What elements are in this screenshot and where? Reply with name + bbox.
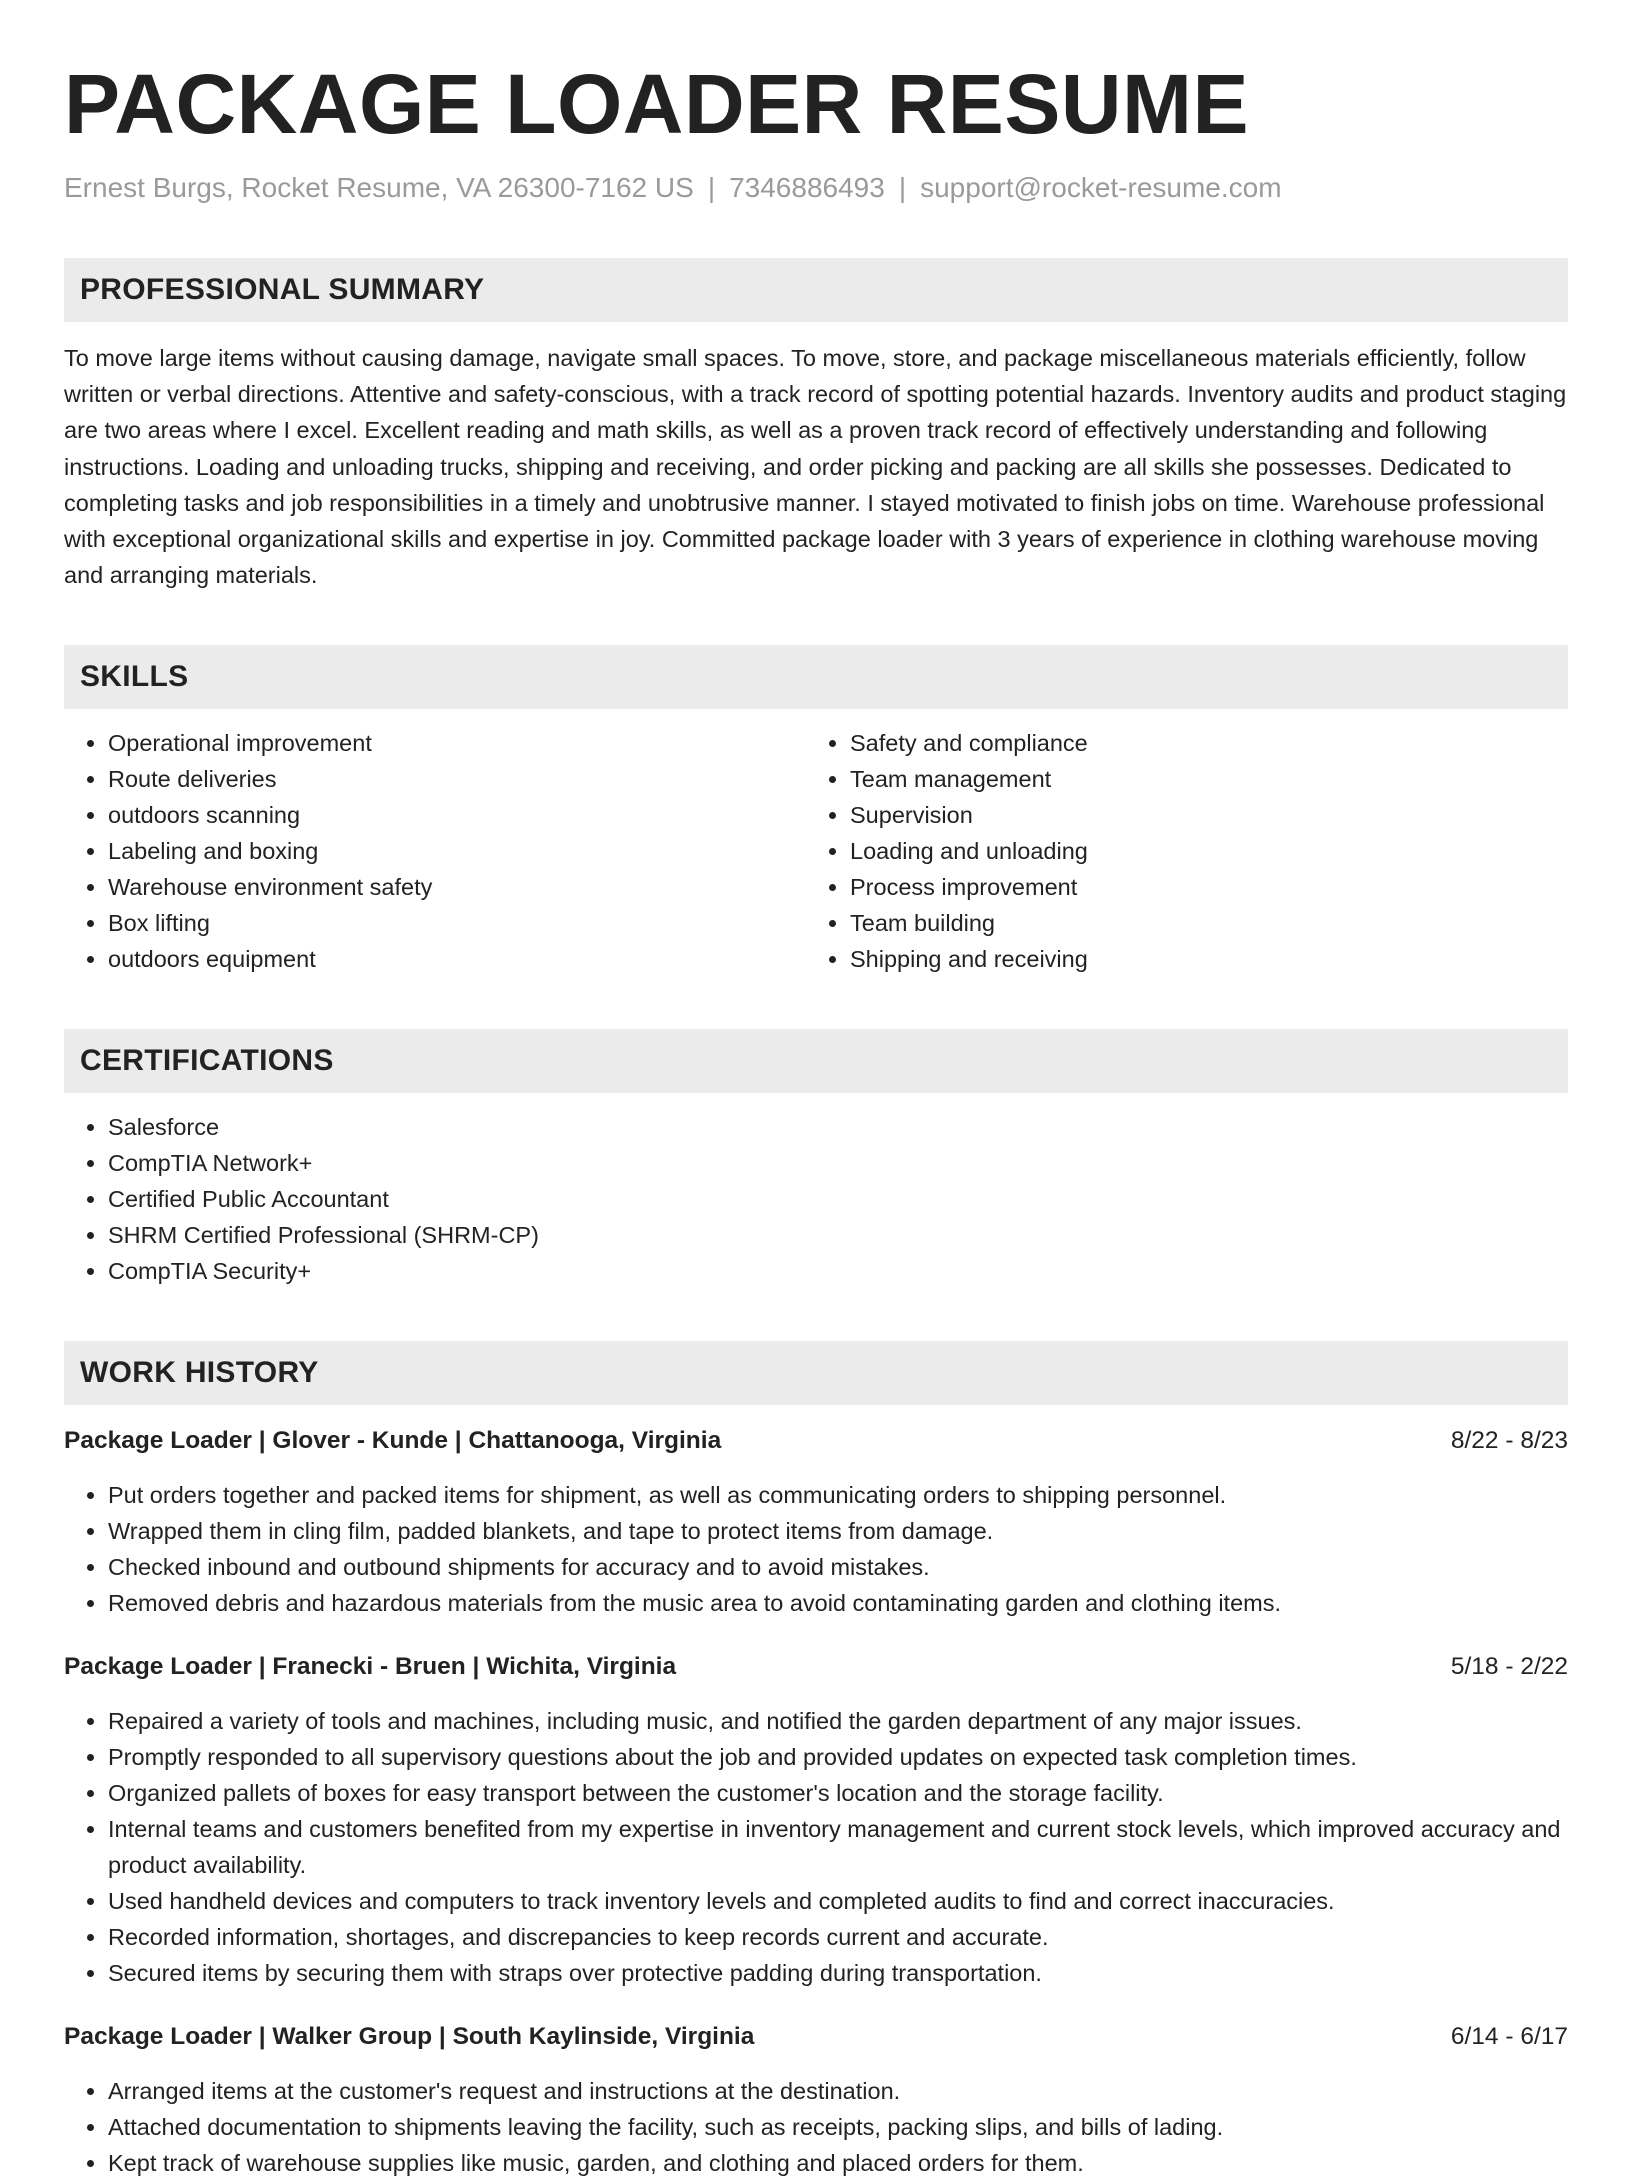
skill-item: • Team management bbox=[850, 761, 1548, 797]
contact-line bbox=[64, 170, 1568, 206]
job-duty: • Used handheld devices and computers to track inventory levels and completed audits to find and correct inaccuracies. bbox=[108, 1883, 1568, 1919]
job-title: Package Loader | Glover - Kunde | Chattanooga, Virginia bbox=[64, 1427, 722, 1455]
skill-item: • outdoors equipment bbox=[108, 941, 806, 977]
skill-item: • Team building bbox=[850, 905, 1548, 941]
skill-item: • Box lifting bbox=[108, 905, 806, 941]
skill-item: • Safety and compliance bbox=[850, 725, 1548, 761]
skill-item: • Operational improvement bbox=[108, 725, 806, 761]
skills-column-right bbox=[806, 725, 1548, 977]
skill-item: • Process improvement bbox=[850, 869, 1548, 905]
section-header-summary: PROFESSIONAL SUMMARY bbox=[64, 258, 1568, 322]
job-header bbox=[64, 1423, 1568, 1459]
job-dates: 6/14 - 6/17 bbox=[1450, 2023, 1568, 2051]
job-duty: • Kept track of warehouse supplies like music, garden, and clothing and placed orders for them. bbox=[108, 2145, 1568, 2181]
job-dates: 5/18 - 2/22 bbox=[1450, 1653, 1568, 1681]
contact-separator: | bbox=[898, 172, 907, 203]
resume-title: PACKAGE LOADER RESUME bbox=[64, 57, 1250, 151]
job-title: Package Loader | Franecki - Bruen | Wichita, Virginia bbox=[64, 1653, 677, 1681]
job-dates: 8/22 - 8/23 bbox=[1450, 1427, 1568, 1455]
skill-item: • Warehouse environment safety bbox=[108, 869, 806, 905]
skills-list bbox=[64, 725, 1568, 977]
skill-item: • Labeling and boxing bbox=[108, 833, 806, 869]
job-header bbox=[64, 2019, 1568, 2055]
job-duties bbox=[64, 1703, 1568, 1991]
job-duties bbox=[64, 1477, 1568, 1621]
job-duty: • Attached documentation to shipments leaving the facility, such as receipts, packing slips, and bills of lading. bbox=[108, 2109, 1568, 2145]
contact-address: Ernest Burgs, Rocket Resume, VA 26300-7162 US bbox=[64, 172, 694, 203]
contact-separator: | bbox=[707, 172, 716, 203]
certification-item: • Salesforce bbox=[108, 1109, 1568, 1145]
job-duty: • Repaired a variety of tools and machines, including music, and notified the garden department of any major issues. bbox=[108, 1703, 1568, 1739]
job-duty: • Wrapped them in cling film, padded blankets, and tape to protect items from damage. bbox=[108, 1513, 1568, 1549]
job-entry bbox=[64, 1649, 1568, 1991]
skills-column-left bbox=[64, 725, 806, 977]
job-duty: • Recorded information, shortages, and discrepancies to keep records current and accurate. bbox=[108, 1919, 1568, 1955]
job-duty: • Checked inbound and outbound shipments for accuracy and to avoid mistakes. bbox=[108, 1549, 1568, 1585]
job-duties bbox=[64, 2073, 1568, 2181]
job-duty: • Put orders together and packed items for shipment, as well as communicating orders to shipping personnel. bbox=[108, 1477, 1568, 1513]
skill-item: • outdoors scanning bbox=[108, 797, 806, 833]
certification-item: • CompTIA Security+ bbox=[108, 1253, 1568, 1289]
skill-item: • Shipping and receiving bbox=[850, 941, 1548, 977]
section-header-work-history: WORK HISTORY bbox=[64, 1341, 1568, 1405]
certifications-list bbox=[64, 1109, 1568, 1289]
job-duty: • Secured items by securing them with straps over protective padding during transportation. bbox=[108, 1955, 1568, 1991]
certification-item: • CompTIA Network+ bbox=[108, 1145, 1568, 1181]
contact-phone: 7346886493 bbox=[729, 172, 885, 203]
skill-item: • Loading and unloading bbox=[850, 833, 1548, 869]
job-duty: • Promptly responded to all supervisory questions about the job and provided updates on expected task completion times. bbox=[108, 1739, 1568, 1775]
job-duty: • Arranged items at the customer's request and instructions at the destination. bbox=[108, 2073, 1568, 2109]
section-header-certifications: CERTIFICATIONS bbox=[64, 1029, 1568, 1093]
job-header bbox=[64, 1649, 1568, 1685]
job-duty: • Internal teams and customers benefited from my expertise in inventory management and current stock levels, which improved accuracy and product availability. bbox=[108, 1811, 1568, 1883]
contact-email: support@rocket-resume.com bbox=[920, 172, 1282, 203]
job-duty: • Organized pallets of boxes for easy transport between the customer's location and the storage facility. bbox=[108, 1775, 1568, 1811]
summary-text: To move large items without causing damage, navigate small spaces. To move, store, and package miscellaneous materials efficiently, follow written or verbal directions. Attentive and safety-conscious, with a track record of spotting potential hazards. Inventory audits and product staging are two areas where I excel. Excellent reading and math skills, as well as a proven track record of effectively understanding and following instructions. Loading and unloading trucks, shipping and receiving, and order picking and packing are all skills she possesses. Dedicated to completing tasks and job responsibilities in a timely and unobtrusive manner. I stayed motivated to finish jobs on time. Warehouse professional with exceptional organizational skills and expertise in joy. Committed package loader with 3 years of experience in clothing warehouse moving and arranging materials. bbox=[64, 345, 1567, 589]
section-header-skills: SKILLS bbox=[64, 645, 1568, 709]
skill-item: • Route deliveries bbox=[108, 761, 806, 797]
certification-item: • Certified Public Accountant bbox=[108, 1181, 1568, 1217]
skill-item: • Supervision bbox=[850, 797, 1548, 833]
certification-item: • SHRM Certified Professional (SHRM-CP) bbox=[108, 1217, 1568, 1253]
job-entry bbox=[64, 1423, 1568, 1621]
job-duty: • Removed debris and hazardous materials from the music area to avoid contaminating garden and clothing items. bbox=[108, 1585, 1568, 1621]
job-entry bbox=[64, 2019, 1568, 2181]
job-title: Package Loader | Walker Group | South Kaylinside, Virginia bbox=[64, 2023, 755, 2051]
